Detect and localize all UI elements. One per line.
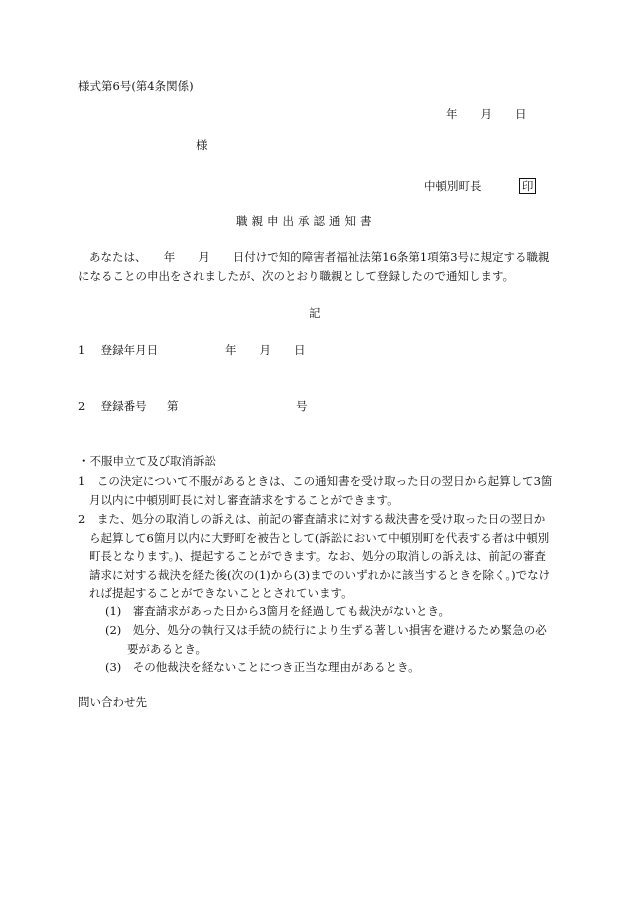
item-registration-date xyxy=(78,344,158,358)
item-registration-number xyxy=(78,400,147,414)
date-line: 年 月 日 xyxy=(446,107,527,121)
body-text: あなたは、 年 月 日付けで知的障害者福祉法第16条第1項第3号に規定する職親になることの申出をされましたが、次のとおり職親として登録したので通知します。 xyxy=(78,250,550,283)
item-label: 登録番号 xyxy=(100,399,147,413)
issuer-name: 中頓別町長 xyxy=(424,179,482,193)
item-number: 2 xyxy=(78,399,86,413)
appeal-item-1: 1 この決定について不服があるときは、この通知書を受け取った日の翌日から起算して3箇月以内に中頓別町長に対し審査請求をすることができます。 xyxy=(78,474,553,507)
registration-number-suffix: 号 xyxy=(296,399,308,413)
registration-date-value: 年 月 日 xyxy=(225,343,306,357)
appeal-sub-1: (1) 審査請求があった日から3箇月を経過しても裁決がないとき。 xyxy=(105,604,451,618)
registration-number-prefix: 第 xyxy=(167,399,179,413)
appeal-heading: ・不服申立て及び取消訴訟 xyxy=(78,454,216,468)
item-number: 1 xyxy=(78,343,86,357)
appeal-item-2: 2 また、処分の取消しの訴えは、前記の審査請求に対する裁決書を受け取った日の翌日から起算して6箇月以内に大野町を被告として(訴訟において中頓別町を代表する者は中頓別町長となります。)、提起することができます。なお、処分の取消しの訴えは、前記の審査請求に対する裁決を経た後(次の(1)から(3)までのいずれかに該当するときを除く。)でなければ提起することができないこととされています。 xyxy=(78,512,551,601)
issuer-block xyxy=(424,178,536,194)
appeal-sub-2: (2) 処分、処分の執行又は手続の続行により生ずる著しい損害を避けるため緊急の必要があるとき。 xyxy=(105,623,547,656)
form-label: 様式第6号(第4条関係) xyxy=(78,79,194,93)
appeal-sub-3: (3) その他裁決を経ないことにつき正当な理由があるとき。 xyxy=(105,660,420,674)
document-title: 職親申出承認通知書 xyxy=(236,214,376,228)
item-label: 登録年月日 xyxy=(100,343,159,357)
ki-heading: 記 xyxy=(309,306,321,320)
seal-stamp: 印 xyxy=(519,178,537,194)
addressee-suffix: 様 xyxy=(196,138,208,152)
contact-label: 問い合わせ先 xyxy=(78,695,147,709)
